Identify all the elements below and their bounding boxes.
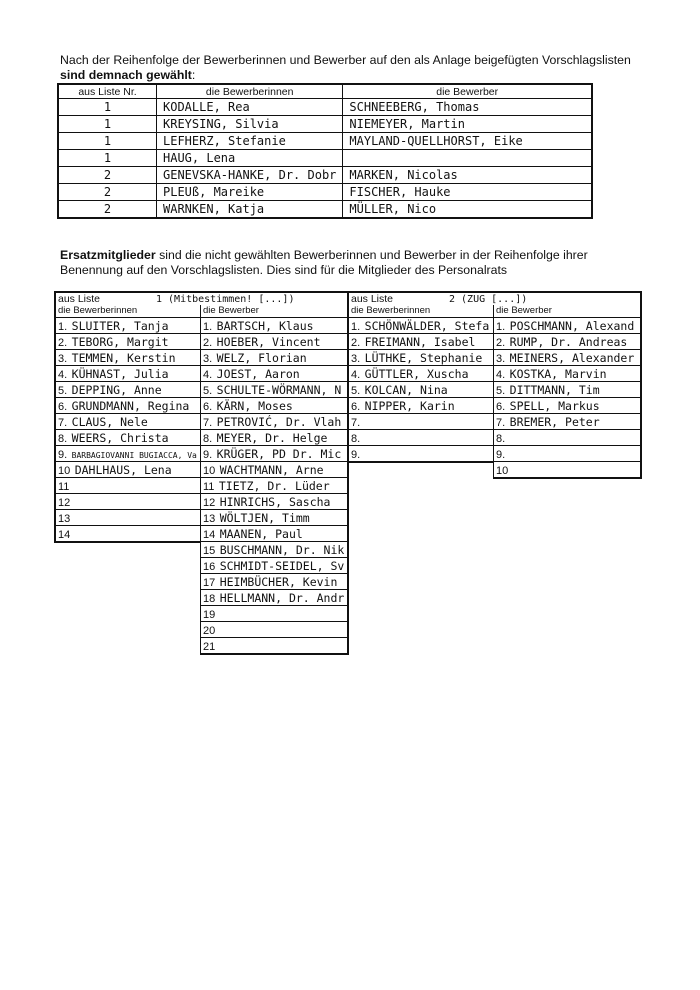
entry-name: SLUITER, Tanja [71,319,169,333]
candidate-man-cell: SCHNEEBERG, Thomas [343,99,592,116]
entry-name: HOEBER, Vincent [216,335,321,349]
substitute-entry [201,622,347,638]
entry-number: 7. [58,417,68,429]
candidate-woman-cell: PLEUß, Mareike [157,184,343,201]
substitute-entry [349,446,493,462]
list1-men-column [200,305,349,655]
substitute-entry [201,318,347,334]
entry-name: WEERS, Christa [71,431,169,445]
substitute-entry [56,366,200,382]
col-header-men: die Bewerber [343,84,592,99]
substitute-entry [201,430,347,446]
substitute-entry [56,318,200,334]
entry-number: 18 [203,593,216,605]
entry-name: NIPPER, Karin [364,399,455,413]
entry-number: 5. [203,385,213,397]
substitute-entry [201,542,347,558]
candidate-woman-cell: LEFHERZ, Stefanie [157,133,343,150]
entry-name: MEYER, Dr. Helge [216,431,328,445]
substitute-entry [349,350,493,366]
col-header-list: aus Liste Nr. [58,84,157,99]
entry-name: HINRICHS, Sascha [219,495,331,509]
entry-number: 2. [496,337,506,349]
substitute-entry [201,366,347,382]
entry-number: 10 [203,465,216,477]
substitute-entry [201,574,347,590]
entry-number: 7. [351,417,361,429]
substitute-entry [201,398,347,414]
entry-name: PETROVIĆ, Dr. Vlah [216,415,342,429]
entry-name: RUMP, Dr. Andreas [509,335,628,349]
list2-header [347,291,642,306]
entry-name: WÖLTJEN, Timm [219,511,310,525]
substitute-entry [494,398,640,414]
entry-name: KOLCAN, Nina [364,383,448,397]
entry-name: KÄRN, Moses [216,399,293,413]
entry-number: 2. [351,337,361,349]
substitute-entry [201,558,347,574]
substitute-entry [56,446,200,462]
entry-name: WACHTMANN, Arne [219,463,324,477]
entry-name: BARBAGIOVANNI BUGIACCA, Va [71,451,197,460]
entry-number: 2. [203,337,213,349]
entry-name: TEMMEN, Kerstin [71,351,176,365]
entry-number: 9. [203,449,213,461]
entry-name: BUSCHMANN, Dr. Nik [219,543,345,557]
entry-name: MAANEN, Paul [219,527,303,541]
substitute-entry [349,398,493,414]
substitute-entry [56,350,200,366]
candidate-woman-cell: KREYSING, Silvia [157,116,343,133]
list2-women-column [347,305,494,463]
entry-name: JOEST, Aaron [216,367,300,381]
list1-women-header: die Bewerberinnen [56,305,200,318]
entry-number: 11 [203,481,215,493]
entry-name: LÜTHKE, Stephanie [364,351,483,365]
list1-women-column [54,305,201,543]
entry-number: 7. [496,417,506,429]
substitute-entry [349,334,493,350]
entry-number: 1. [351,321,361,333]
entry-number: 8. [351,433,361,445]
substitute-entry [56,510,200,526]
entry-number: 4. [351,369,361,381]
candidate-man-cell [343,150,592,167]
entry-number: 8. [203,433,213,445]
substitute-entry [201,478,347,494]
substitutes-text: sind die nicht gewählten Bewerberinnen und Bewerber in der Reihenfolge ihrer Benennung auf den Vorschlagslisten. Dies sind für die Mitglieder des Personalrats [60,248,588,277]
substitute-entry [349,382,493,398]
list-number-cell: 1 [58,150,157,167]
candidate-man-cell: MÜLLER, Nico [343,201,592,219]
entry-name: KRÜGER, PD Dr. Mic [216,447,342,461]
candidate-woman-cell: HAUG, Lena [157,150,343,167]
entry-name: HELLMANN, Dr. Andr [219,591,345,605]
entry-name: DAHLHAUS, Lena [74,463,172,477]
intro-paragraph [60,53,640,83]
entry-number: 1. [203,321,213,333]
entry-number: 3. [58,353,68,365]
substitute-entry [56,526,200,542]
substitute-entry [494,334,640,350]
entry-number: 8. [496,433,506,445]
list-number-cell: 1 [58,133,157,150]
elected-header-row [58,84,592,99]
elected-table [57,83,593,219]
substitute-entry [494,318,640,334]
entry-number: 12 [58,497,71,509]
substitute-entry [201,462,347,478]
entry-number: 12 [203,497,216,509]
substitute-entry [56,414,200,430]
list2-number: 2 (ZUG [...]) [449,294,528,305]
substitute-entry [494,462,640,478]
candidate-man-cell: MAYLAND-QUELLHORST, Eike [343,133,592,150]
substitute-entry [494,366,640,382]
entry-name: BARTSCH, Klaus [216,319,314,333]
substitute-entry [56,334,200,350]
entry-name: SCHÖNWÄLDER, Stefa [364,319,490,333]
entry-number: 17 [203,577,216,589]
substitute-entry [201,606,347,622]
substitute-entry [349,366,493,382]
entry-number: 6. [203,401,213,413]
substitute-entry [494,430,640,446]
entry-number: 10 [58,465,71,477]
entry-number: 11 [58,481,70,493]
substitute-entry [349,430,493,446]
elected-body [58,99,592,219]
entry-number: 2. [58,337,68,349]
substitute-entry [494,350,640,366]
entry-name: DEPPING, Anne [71,383,162,397]
entry-number: 6. [496,401,506,413]
substitute-entry [349,414,493,430]
list1-number: 1 (Mitbestimmen! [...]) [156,294,295,305]
entry-name: GRUNDMANN, Regina [71,399,190,413]
substitute-entry [56,430,200,446]
entry-number: 5. [58,385,68,397]
entry-name: WELZ, Florian [216,351,307,365]
substitute-entry [201,382,347,398]
candidate-man-cell: FISCHER, Hauke [343,184,592,201]
entry-number: 13 [203,513,216,525]
substitute-entry [494,446,640,462]
entry-number: 9. [351,449,361,461]
entry-name: POSCHMANN, Alexand [509,319,635,333]
list2-label: aus Liste [351,293,394,305]
substitute-entry [201,526,347,542]
entry-number: 8. [58,433,68,445]
entry-name: TEBORG, Margit [71,335,169,349]
substitute-entry [56,494,200,510]
candidate-woman-cell: WARNKEN, Katja [157,201,343,219]
entry-number: 3. [496,353,506,365]
entry-number: 3. [351,353,361,365]
entry-number: 7. [203,417,213,429]
list-number-cell: 2 [58,167,157,184]
entry-name: BREMER, Peter [509,415,600,429]
entry-number: 9. [58,449,68,461]
intro-bold: sind demnach gewählt [60,68,192,82]
entry-name: FREIMANN, Isabel [364,335,476,349]
list2-men-column [493,305,642,479]
substitute-entry [56,478,200,494]
candidate-woman-cell: KODALLE, Rea [157,99,343,116]
entry-number: 9. [496,449,506,461]
list-number-cell: 2 [58,184,157,201]
list1-header [54,291,349,306]
list1-label: aus Liste [58,293,101,305]
substitutes-bold: Ersatzmitglieder [60,248,156,262]
entry-number: 6. [351,401,361,413]
entry-number: 4. [58,369,68,381]
substitute-entry [349,318,493,334]
substitute-entry [56,398,200,414]
candidate-man-cell: MARKEN, Nicolas [343,167,592,184]
elected-row [58,99,592,116]
substitute-entry [201,350,347,366]
entry-name: KOSTKA, Marvin [509,367,607,381]
elected-row [58,116,592,133]
substitute-entry [56,382,200,398]
entry-number: 13 [58,513,71,525]
entry-number: 1. [58,321,68,333]
elected-row [58,133,592,150]
entry-number: 5. [351,385,361,397]
entry-number: 4. [496,369,506,381]
substitute-entry [494,414,640,430]
entry-name: GÜTTLER, Xuscha [364,367,469,381]
entry-name: KÜHNAST, Julia [71,367,169,381]
entry-name: TIETZ, Dr. Lüder [218,479,330,493]
entry-number: 6. [58,401,68,413]
elected-row [58,167,592,184]
substitute-entry [201,334,347,350]
elected-row [58,201,592,219]
entry-name: SPELL, Markus [509,399,600,413]
substitute-entry [201,414,347,430]
substitutes-paragraph [60,248,645,278]
list-number-cell: 1 [58,116,157,133]
list-number-cell: 2 [58,201,157,219]
substitute-entry [201,590,347,606]
entry-name: MEINERS, Alexander [509,351,635,365]
substitute-entry [201,638,347,654]
list2-women-header: die Bewerberinnen [349,305,493,318]
intro-colon: : [191,68,196,82]
intro-text: Nach der Reihenfolge der Bewerberinnen und Bewerber auf den als Anlage beigefügten Vorschlagslisten [60,53,631,67]
entry-number: 1. [496,321,506,333]
substitute-entry [201,494,347,510]
elected-row [58,184,592,201]
entry-name: DITTMANN, Tim [509,383,600,397]
entry-name: SCHULTE-WÖRMANN, N [216,383,342,397]
candidate-woman-cell: GENEVSKA-HANKE, Dr. Dobr [157,167,343,184]
entry-number: 5. [496,385,506,397]
entry-number: 14 [58,529,71,541]
entry-number: 20 [203,625,216,637]
entry-number: 19 [203,609,216,621]
entry-number: 16 [203,561,216,573]
entry-number: 21 [203,641,216,653]
col-header-women: die Bewerberinnen [157,84,343,99]
substitute-entry [56,462,200,478]
candidate-man-cell: NIEMEYER, Martin [343,116,592,133]
entry-number: 4. [203,369,213,381]
substitute-entry [494,382,640,398]
entry-number: 15 [203,545,216,557]
entry-number: 10 [496,465,509,477]
entry-number: 3. [203,353,213,365]
substitute-entry [201,510,347,526]
entry-name: SCHMIDT-SEIDEL, Sv [219,559,345,573]
entry-name: CLAUS, Nele [71,415,148,429]
substitute-entry [201,446,347,462]
entry-number: 14 [203,529,216,541]
elected-row [58,150,592,167]
list-number-cell: 1 [58,99,157,116]
list2-men-header: die Bewerber [494,305,640,318]
entry-name: HEIMBÜCHER, Kevin [219,575,338,589]
list1-men-header: die Bewerber [201,305,347,318]
